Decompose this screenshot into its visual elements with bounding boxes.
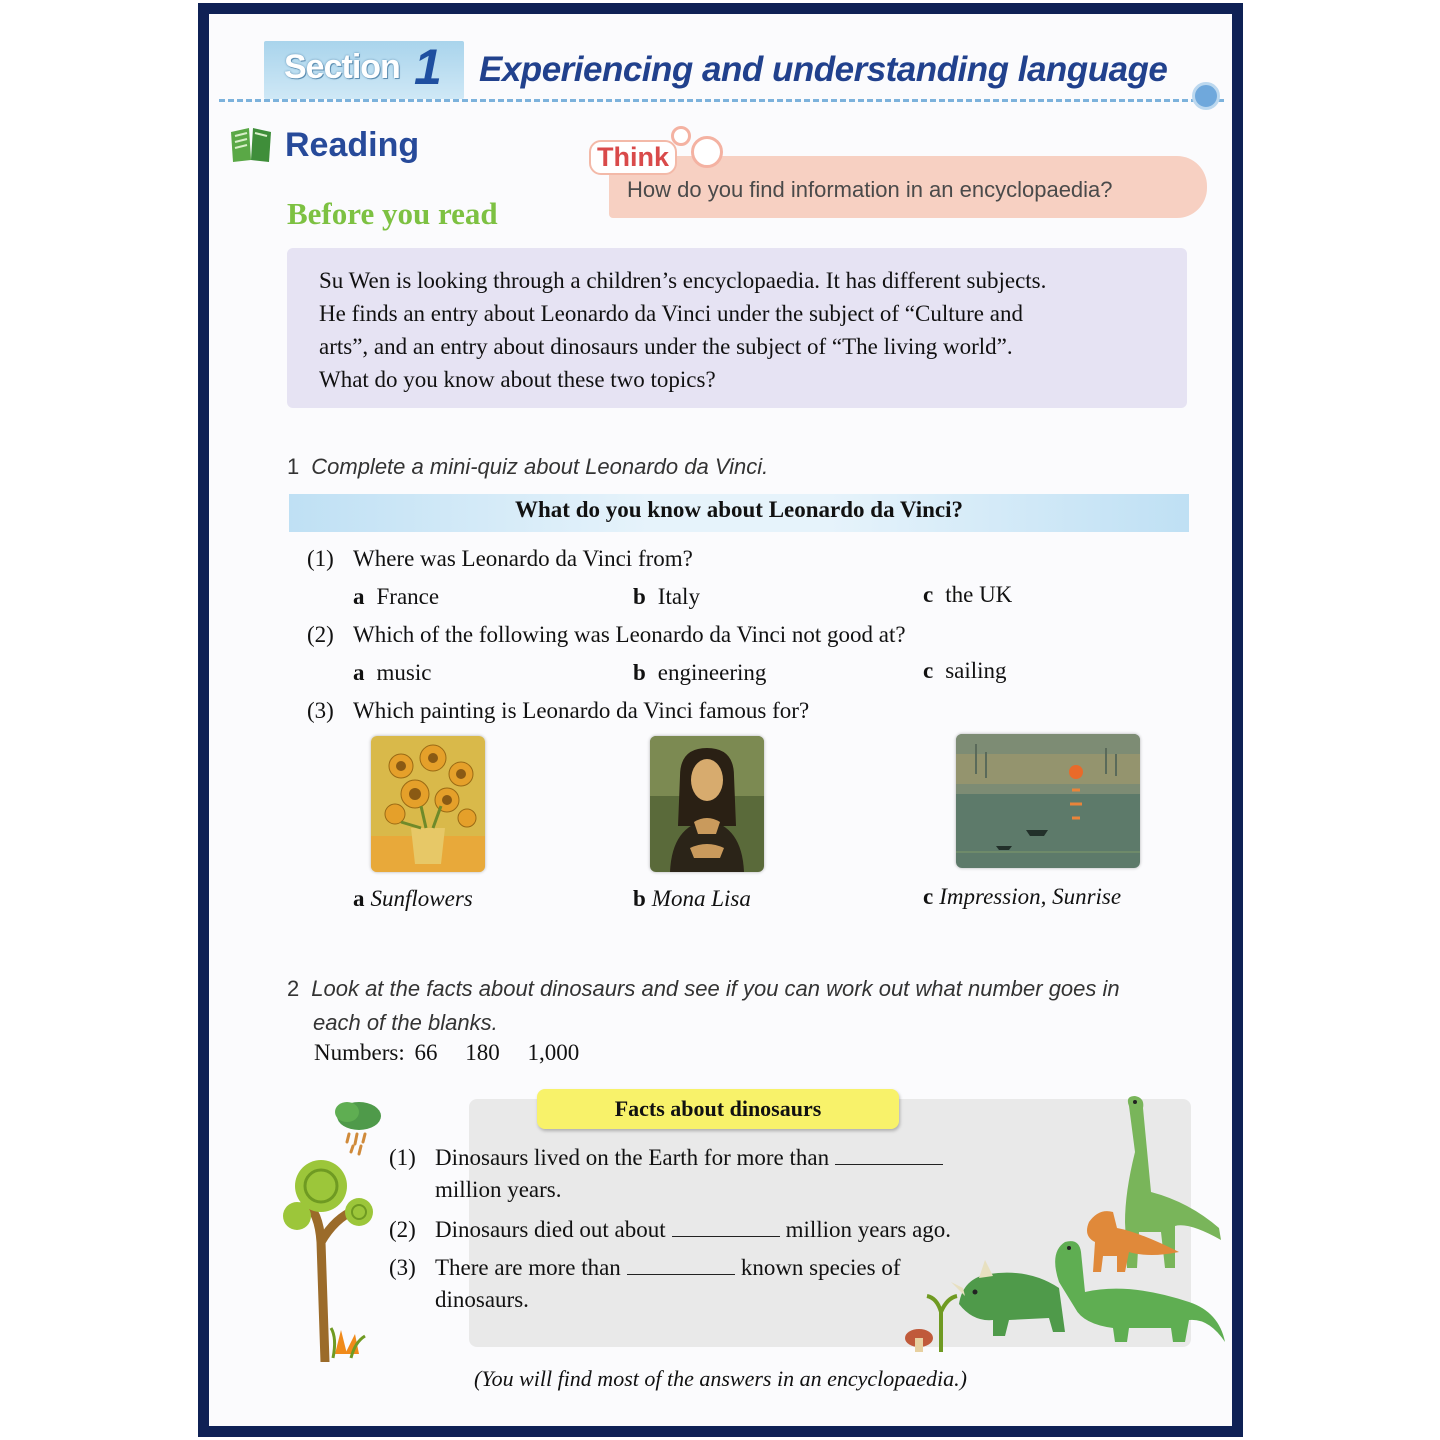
option xyxy=(923,582,1012,608)
option-letter: b xyxy=(633,886,646,911)
number-value: 180 xyxy=(465,1040,500,1065)
cloud-icon xyxy=(335,1102,381,1154)
exercise-instruction-text: Complete a mini-quiz about Leonardo da Vinci. xyxy=(311,454,769,479)
question-text: Where was Leonardo da Vinci from? xyxy=(353,546,693,571)
number-value: 66 xyxy=(414,1040,438,1065)
option-text: France xyxy=(376,584,440,609)
option xyxy=(353,660,431,686)
book-icon xyxy=(229,124,273,164)
option xyxy=(633,660,766,686)
exercise-1-instruction xyxy=(287,454,768,480)
option-letter: b xyxy=(633,584,646,609)
question-number: (3) xyxy=(307,698,334,723)
triceratops xyxy=(951,1260,1065,1336)
intro-line: He finds an entry about Leonardo da Vinci under the subject of “Culture and xyxy=(319,301,1023,326)
option-text: Impression, Sunrise xyxy=(939,884,1122,909)
question-3 xyxy=(307,698,809,724)
number-value: 1,000 xyxy=(527,1040,580,1065)
mona-lisa-painting xyxy=(650,736,764,872)
section-divider xyxy=(219,99,1224,102)
answer-blank[interactable] xyxy=(835,1146,943,1165)
question-2 xyxy=(307,622,906,648)
fact-number: (2) xyxy=(389,1217,416,1242)
numbers-label: Numbers: xyxy=(314,1040,405,1065)
mushroom-plant xyxy=(905,1296,957,1352)
option-letter: a xyxy=(353,584,365,609)
fact-number: (3) xyxy=(389,1255,416,1280)
question-number: (2) xyxy=(307,622,334,647)
question-1 xyxy=(307,546,693,572)
exercise-number: 1 xyxy=(287,454,300,479)
option-text: music xyxy=(376,660,432,685)
think-label: Think xyxy=(589,140,677,175)
section-number: 1 xyxy=(414,39,442,95)
before-you-read-heading: Before you read xyxy=(287,196,498,231)
fact-number: (1) xyxy=(389,1145,416,1170)
fact-text: Dinosaurs died out about xyxy=(435,1217,666,1242)
intro-line: What do you know about these two topics? xyxy=(319,367,716,392)
option-text: sailing xyxy=(945,658,1007,683)
option xyxy=(633,584,700,610)
painting-caption xyxy=(633,886,751,912)
think-bubble-large xyxy=(691,136,723,168)
fact-continuation: million years. xyxy=(435,1177,562,1202)
option-letter: a xyxy=(353,886,365,911)
think-question: How do you find information in an encyclopaedia? xyxy=(627,177,1113,202)
tree-illustration xyxy=(275,1092,385,1362)
fact-2 xyxy=(389,1214,951,1246)
fact-continuation: dinosaurs. xyxy=(435,1287,529,1312)
impression-sunrise-painting xyxy=(956,734,1140,868)
section-dot xyxy=(1192,82,1220,110)
quiz-title: What do you know about Leonardo da Vinci? xyxy=(515,497,963,522)
intro-line: arts”, and an entry about dinosaurs under the subject of “The living world”. xyxy=(319,334,1013,359)
reading-heading: Reading xyxy=(285,126,420,164)
painting-caption xyxy=(923,884,1121,910)
instruction-line xyxy=(287,972,1120,1006)
fact-3 xyxy=(389,1252,901,1316)
option-text: Mona Lisa xyxy=(651,886,751,911)
think-bubble-small xyxy=(671,126,691,146)
section-title: Experiencing and understanding language xyxy=(479,50,1168,89)
question-text: Which of the following was Leonardo da Vinci not good at? xyxy=(353,622,906,647)
numbers-list xyxy=(314,1040,579,1066)
long-neck-dinosaur xyxy=(1055,1241,1225,1342)
fact-text-after: known species of xyxy=(740,1255,901,1280)
option-letter: c xyxy=(923,582,934,607)
footer-note: (You will find most of the answers in an encyclopaedia.) xyxy=(474,1366,967,1391)
option-letter: b xyxy=(633,660,646,685)
answer-blank[interactable] xyxy=(672,1218,780,1237)
painting-caption xyxy=(353,886,473,912)
option-letter: c xyxy=(923,658,934,683)
option-letter: a xyxy=(353,660,365,685)
fact-1 xyxy=(389,1142,949,1206)
fact-text-after: million years ago. xyxy=(785,1217,952,1242)
textbook-page xyxy=(198,3,1243,1437)
question-number: (1) xyxy=(307,546,334,571)
intro-line: Su Wen is looking through a children’s encyclopaedia. It has different subjects. xyxy=(319,268,1047,293)
instruction-line: each of the blanks. xyxy=(313,1010,498,1035)
option-text: engineering xyxy=(657,660,767,685)
question-text: Which painting is Leonardo da Vinci famous for? xyxy=(353,698,810,723)
exercise-instruction-text: Look at the facts about dinosaurs and see if you can work out what number goes in xyxy=(311,976,1120,1001)
exercise-2-instruction xyxy=(287,972,1120,1040)
facts-title: Facts about dinosaurs xyxy=(537,1089,899,1129)
option-letter: c xyxy=(923,884,934,909)
option xyxy=(923,658,1007,684)
option xyxy=(353,584,439,610)
sunflowers-painting xyxy=(371,736,485,872)
option-text: Italy xyxy=(657,584,700,609)
answer-blank[interactable] xyxy=(627,1256,735,1275)
option-text: Sunflowers xyxy=(370,886,473,911)
fact-text: There are more than xyxy=(435,1255,621,1280)
section-word: Section xyxy=(284,48,400,86)
fact-text: Dinosaurs lived on the Earth for more than xyxy=(435,1145,830,1170)
exercise-number: 2 xyxy=(287,976,300,1001)
intro-passage xyxy=(319,264,1189,396)
option-text: the UK xyxy=(945,582,1013,607)
